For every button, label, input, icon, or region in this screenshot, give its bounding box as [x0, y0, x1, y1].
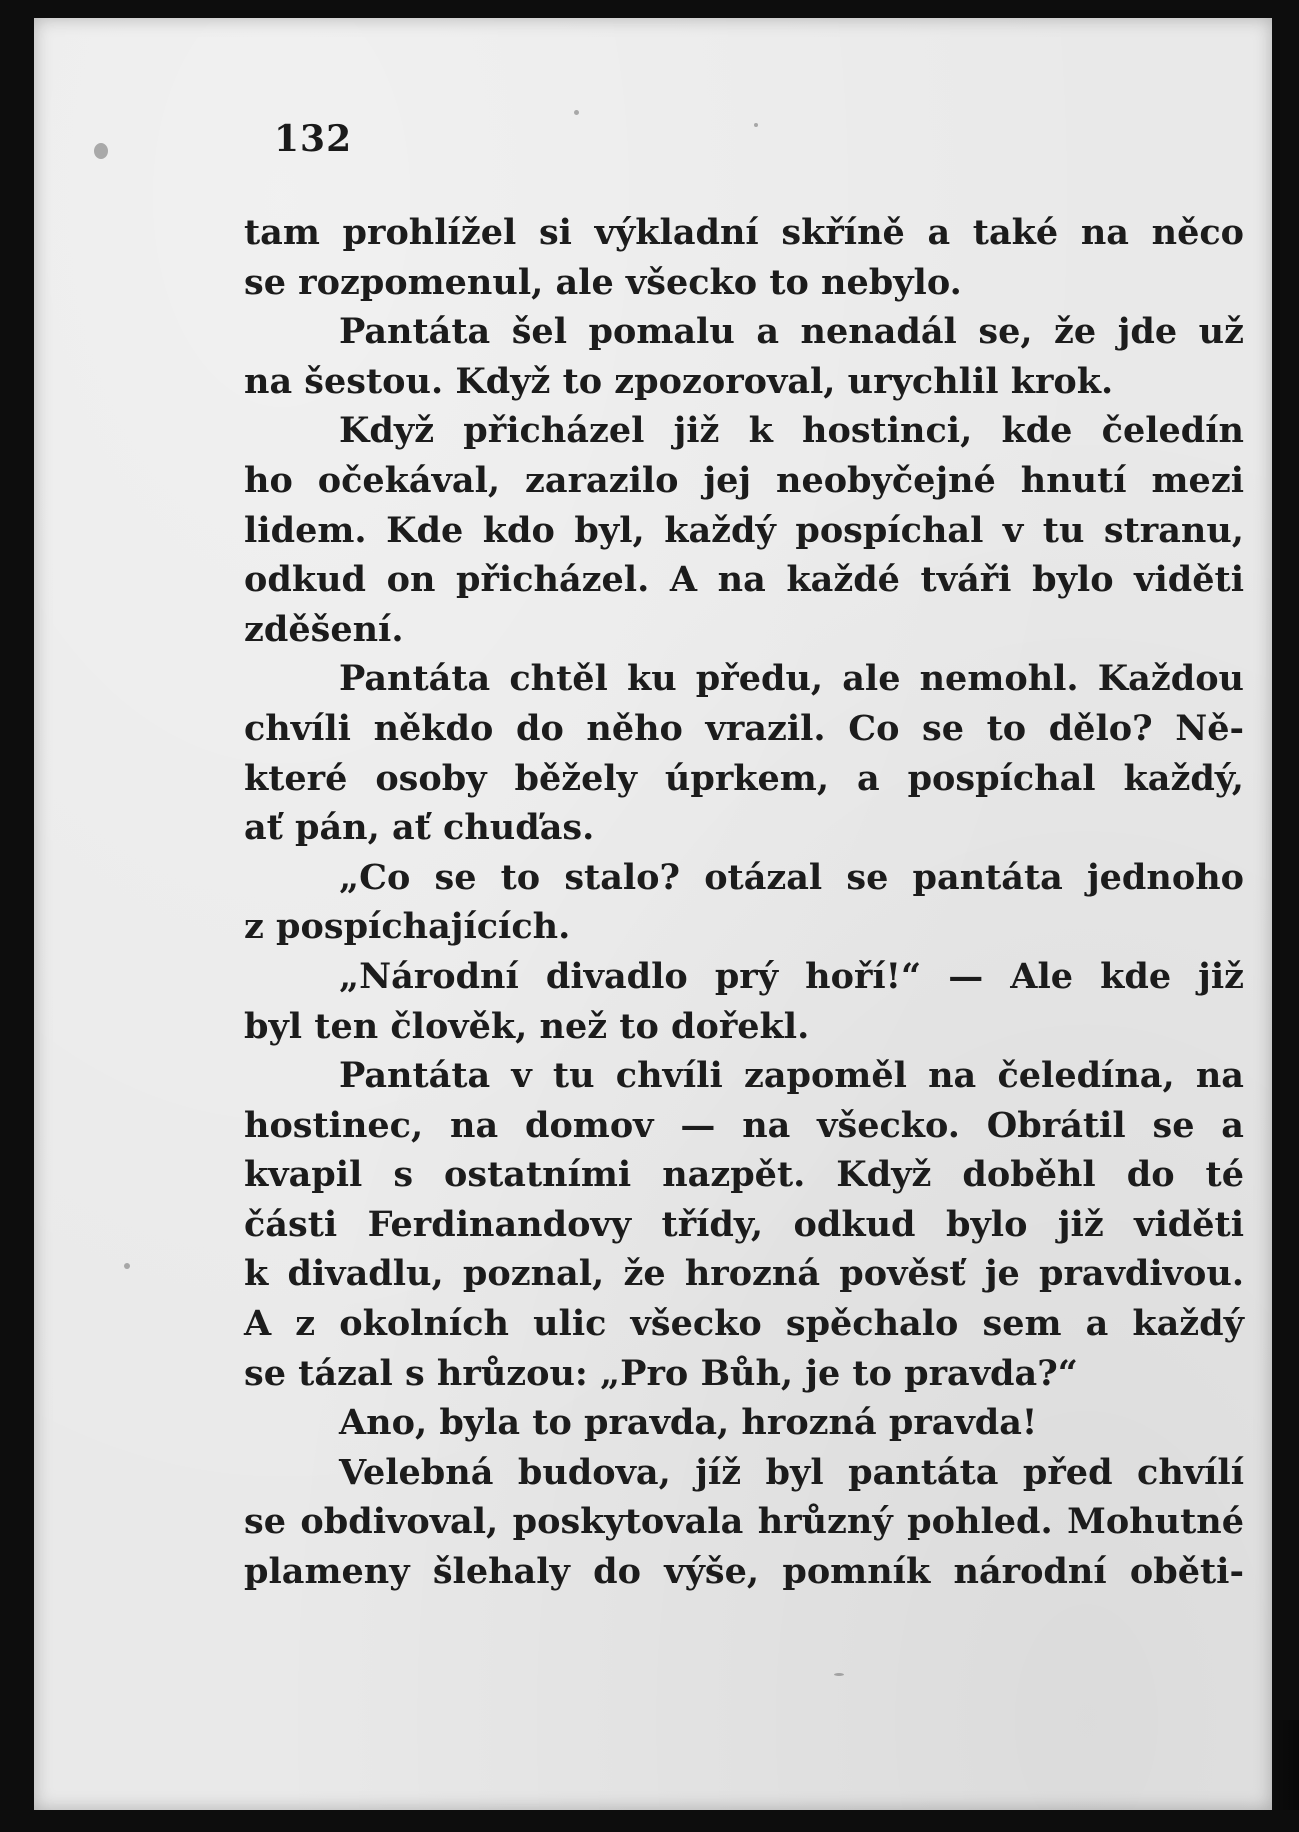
text-line: A z okolních ulic všecko spěchalo sem a každý: [244, 1303, 1244, 1345]
text-line: Pantáta šel pomalu a nenadál se, že jde už: [339, 311, 1244, 353]
page-number: 132: [274, 118, 353, 160]
text-line: Když přicházel již k hostinci, kde čeledín: [339, 410, 1244, 452]
text-line: ať pán, ať chuďas.: [244, 807, 595, 849]
text-line: které osoby běžely úprkem, a pospíchal každý,: [244, 757, 1244, 799]
text-line: tam prohlížel si výkladní skříně a také na něco: [244, 212, 1244, 253]
text-line: odkud on přicházel. A na každé tváři bylo viděti: [244, 559, 1244, 601]
book-page: [34, 18, 1272, 1810]
text-line: ho očekával, zarazilo jej neobyčejné hnutí mezi: [244, 459, 1244, 501]
text-line: byl ten člověk, než to dořekl.: [244, 1005, 810, 1047]
text-line: Ano, byla to pravda, hrozná pravda!: [339, 1402, 1038, 1444]
print-speck: [834, 1673, 844, 1676]
text-line: části Ferdinandovy třídy, odkud bylo již viděti: [244, 1203, 1244, 1245]
text-line: chvíli někdo do něho vrazil. Co se to dělo? Ně-: [244, 707, 1244, 749]
body-text: [244, 208, 1244, 1597]
text-line: na šestou. Když to zpozoroval, urychlil krok.: [244, 360, 1114, 402]
text-line: se obdivoval, poskytovala hrůzný pohled. Mohutné: [244, 1501, 1244, 1543]
text-line: Pantáta chtěl ku předu, ale nemohl. Každou: [339, 658, 1244, 700]
text-line: kvapil s ostatními nazpět. Když doběhl do té: [244, 1154, 1244, 1196]
text-line: k divadlu, poznal, že hrozná pověsť je pravdivou.: [244, 1253, 1244, 1295]
text-line: se rozpomenul, ale všecko to nebylo.: [244, 261, 962, 303]
print-speck: [94, 143, 108, 159]
text-line: zděšení.: [244, 608, 404, 650]
text-line: „Národní divadlo prý hoří!“ — Ale kde již: [339, 955, 1244, 997]
text-line: Pantáta v tu chvíli zapoměl na čeledína, na: [339, 1055, 1244, 1097]
text-line: lidem. Kde kdo byl, každý pospíchal v tu stranu,: [244, 509, 1244, 551]
text-line: „Co se to stalo? otázal se pantáta jednoho: [339, 856, 1244, 898]
print-speck: [574, 110, 579, 115]
text-line: se tázal s hrůzou: „Pro Bůh, je to pravda?“: [244, 1352, 1078, 1394]
scan-edge-shadow: [1271, 1720, 1299, 1810]
text-line: plameny šlehaly do výše, pomník národní oběti-: [244, 1551, 1244, 1593]
print-speck: [124, 1263, 130, 1269]
text-line: Velebná budova, jíž byl pantáta před chvílí: [339, 1451, 1244, 1493]
text-line: hostinec, na domov — na všecko. Obrátil se a: [244, 1104, 1244, 1146]
text-line: z pospíchajících.: [244, 906, 571, 948]
print-speck: [754, 123, 758, 127]
